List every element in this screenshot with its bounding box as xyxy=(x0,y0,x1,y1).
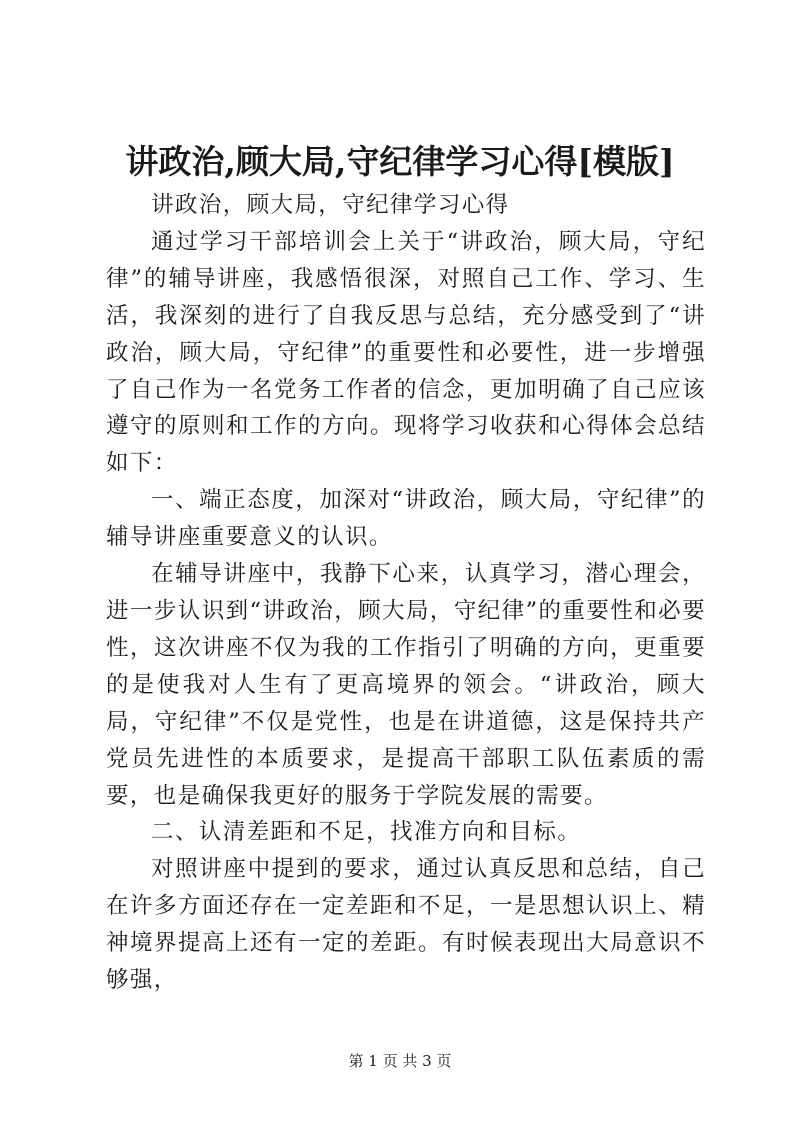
document-title: 讲政治,顾大局,守纪律学习心得[模版] xyxy=(125,142,675,181)
section-2-paragraph: 对照讲座中提到的要求，通过认真反思和总结，自己在许多方面还存在一定差距和不足，一是思想认识上、精神境界提高上还有一定的差距。有时候表现出大局意识不够强， xyxy=(106,856,706,994)
section-heading-1: 一、端正态度，加深对“讲政治，顾大局，守纪律”的辅导讲座重要意义的认识。 xyxy=(106,487,706,551)
document-body xyxy=(106,187,706,999)
subtitle-paragraph: 讲政治，顾大局，守纪律学习心得 xyxy=(151,192,510,218)
page-number-footer: 第 1 页 共 3 页 xyxy=(348,1052,452,1070)
intro-paragraph: 通过学习干部培训会上关于“讲政治，顾大局，守纪律”的辅导讲座，我感悟很深，对照自己工作、学习、生活，我深刻的进行了自我反思与总结，充分感受到了“讲政治，顾大局，守纪律”的重要性和必要性，进一步增强了自己作为一名党务工作者的信念，更加明确了自己应该遵守的原则和工作的方向。现将学习收获和心得体会总结如下： xyxy=(106,228,706,477)
section-heading-2: 二、认清差距和不足，找准方向和目标。 xyxy=(151,819,582,846)
section-1-paragraph: 在辅导讲座中，我静下心来，认真学习，潜心理会，进一步认识到“讲政治，顾大局，守纪律”的重要性和必要性，这次讲座不仅为我的工作指引了明确的方向，更重要的是使我对人生有了更高境界的领会。“讲政治，顾大局，守纪律”不仅是党性，也是在讲道德，这是保持共产党员先进性的本质要求，是提高干部职工队伍素质的需要，也是确保我更好的服务于学院发展的需要。 xyxy=(106,561,706,809)
